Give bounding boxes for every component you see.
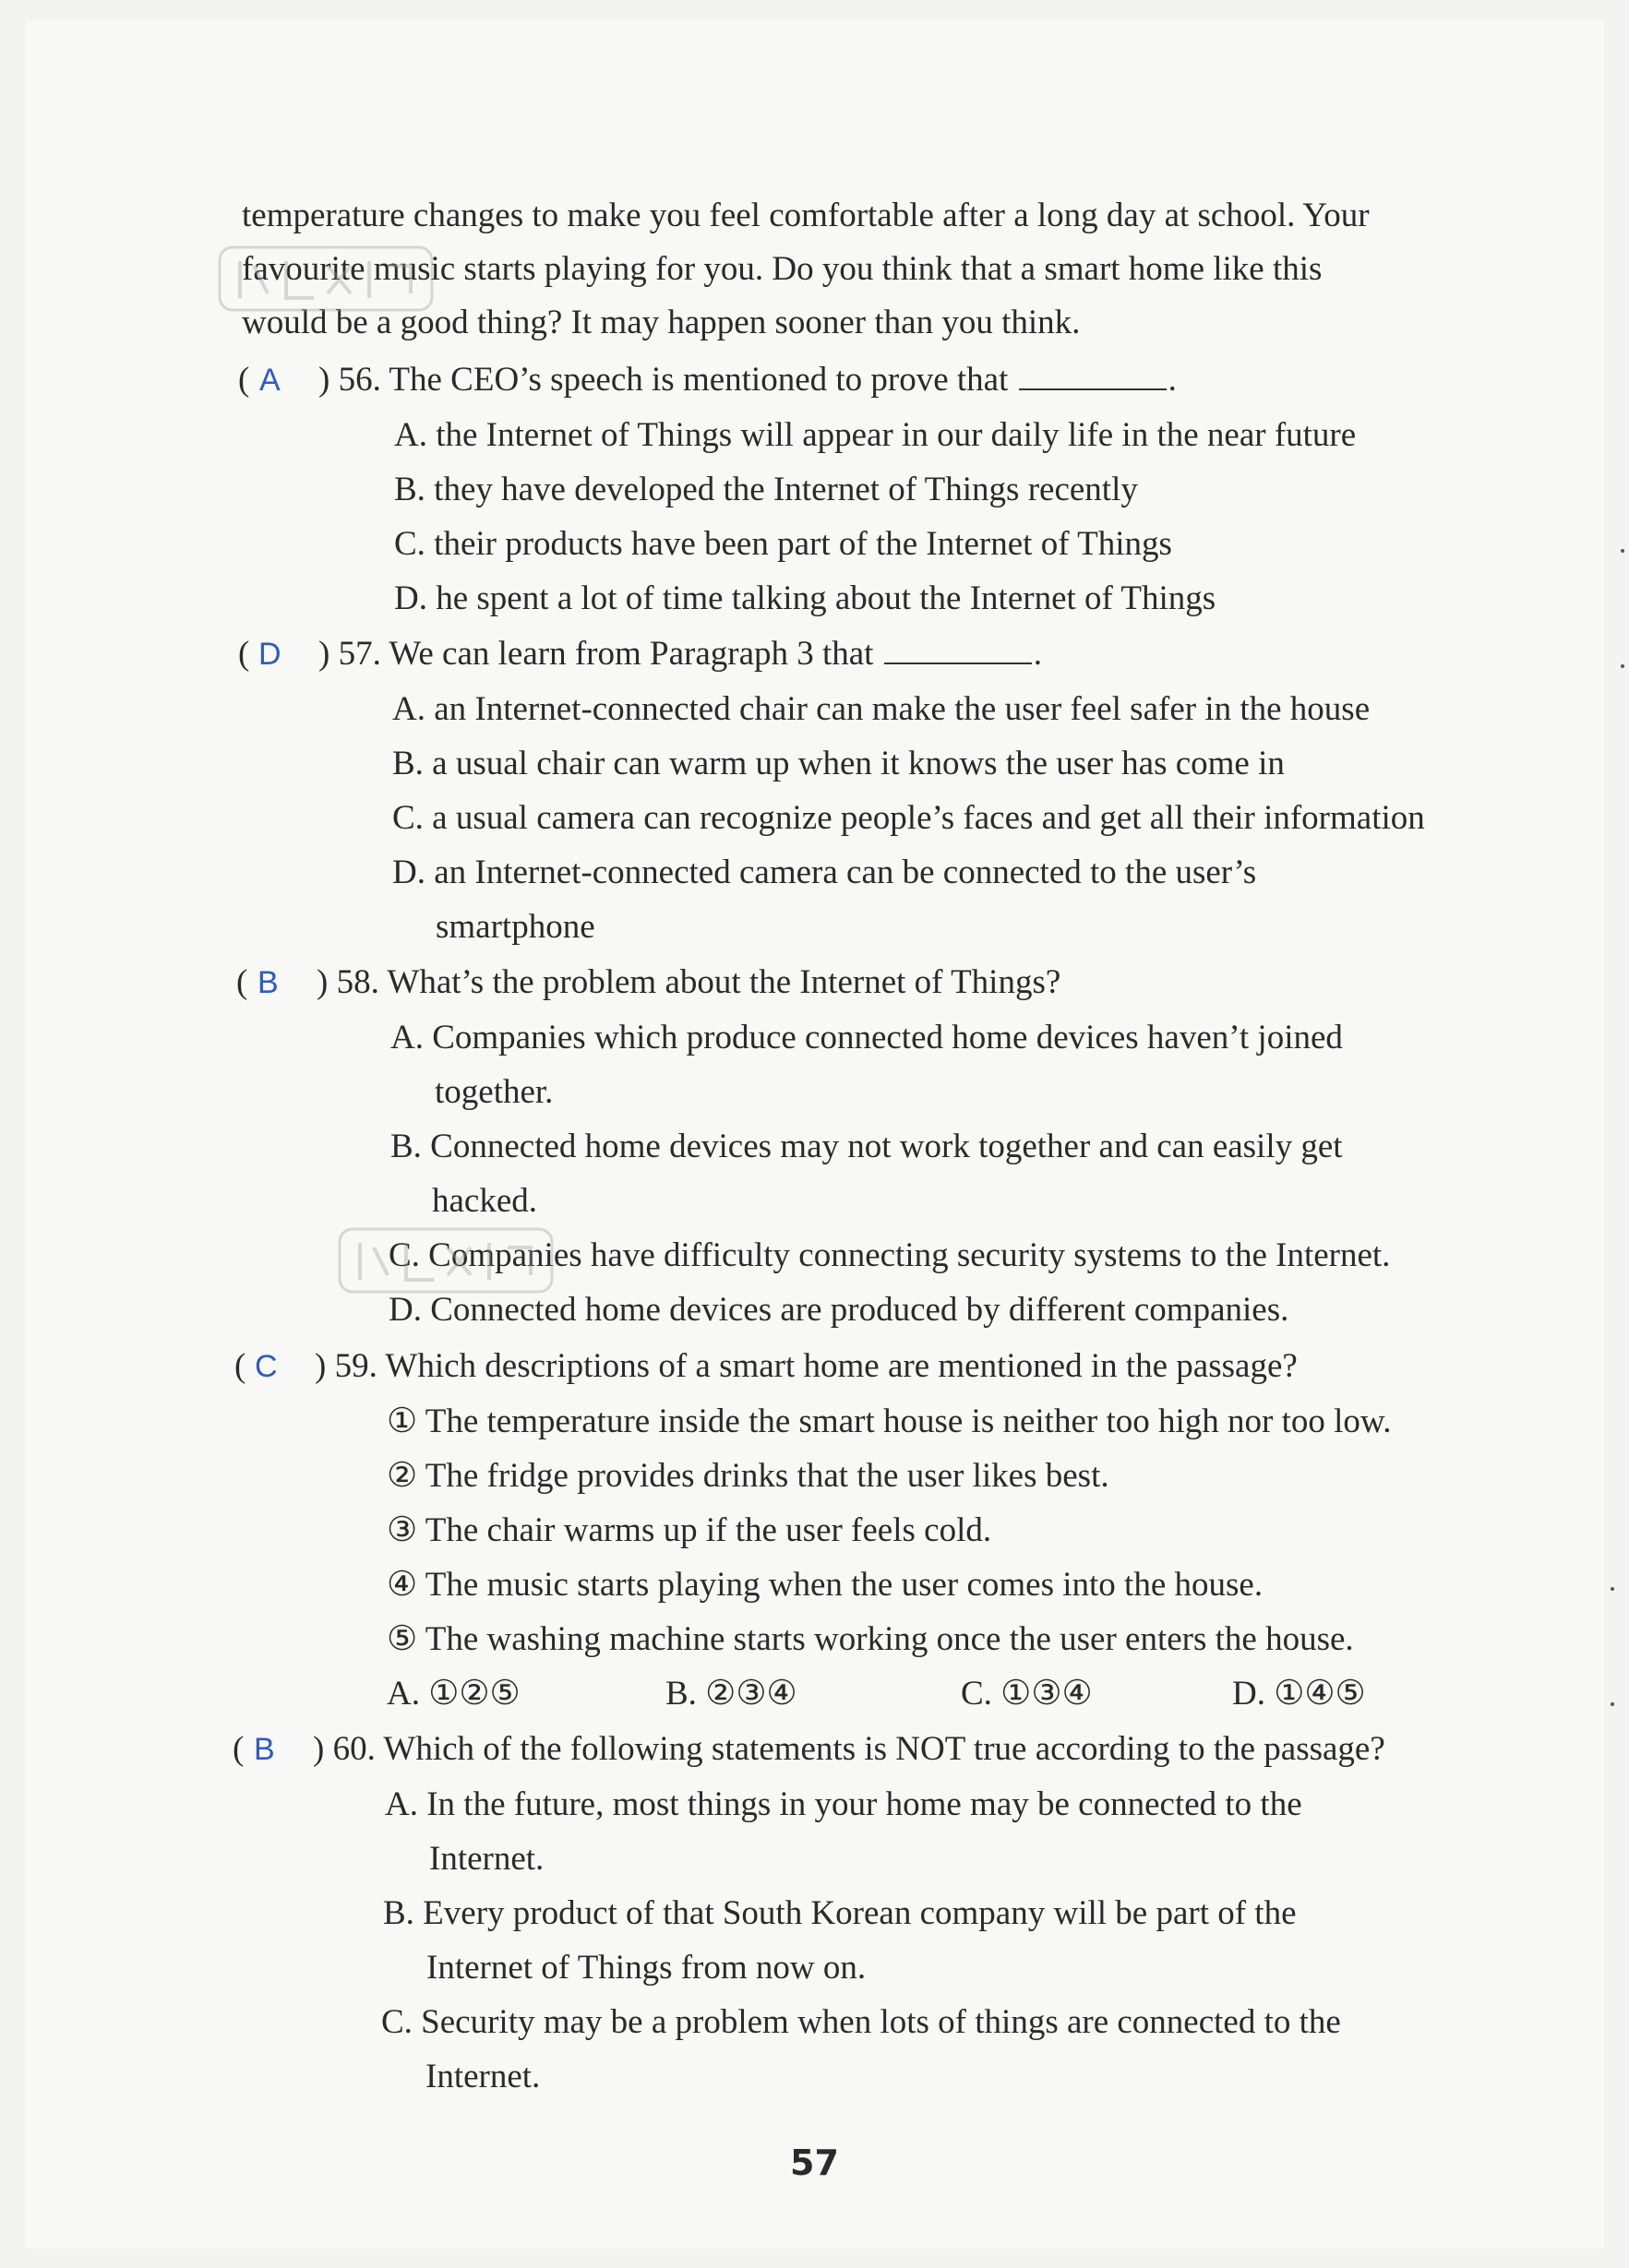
answer-blank <box>1019 361 1167 390</box>
option-56-c: C. their products have been part of the Internet of Things <box>394 525 1172 563</box>
answer-60: B <box>253 1732 275 1767</box>
statement-4: ④ The music starts playing when the user comes into the house. <box>387 1566 1264 1604</box>
answer-blank <box>884 635 1032 664</box>
choice-59-d: D. ①④⑤ <box>1232 1675 1366 1713</box>
option-60-a-cont: Internet. <box>429 1840 545 1878</box>
answer-bracket-58: ( B <box>236 962 288 1003</box>
passage-line: temperature changes to make you feel comfortable after a long day at school. Your <box>242 197 1370 234</box>
answer-59: C <box>255 1349 278 1384</box>
option-60-a: A. In the future, most things in your home may be connected to the <box>385 1785 1302 1823</box>
question-60: ) 60. Which of the following statements is NOT true according to the passage? <box>313 1730 1385 1768</box>
scan-speck <box>1621 664 1624 668</box>
option-60-c-cont: Internet. <box>425 2058 541 2095</box>
option-56-d: D. he spent a lot of time talking about the Internet of Things <box>394 579 1216 617</box>
choice-59-c: C. ①③④ <box>961 1675 1093 1713</box>
choice-59-a: A. ①②⑤ <box>387 1675 521 1713</box>
question-57-text: ) 57. We can learn from Paragraph 3 that <box>318 635 874 673</box>
question-57-suffix: . <box>1033 635 1042 673</box>
question-56 <box>318 360 1177 400</box>
question-58: ) 58. What’s the problem about the Internet of Things? <box>317 963 1061 1001</box>
option-60-b-cont: Internet of Things from now on. <box>426 1949 867 1987</box>
statement-2: ② The fridge provides drinks that the user likes best. <box>387 1457 1109 1495</box>
statement-3: ③ The chair warms up if the user feels cold. <box>387 1511 992 1549</box>
question-56-text: ) 56. The CEO’s speech is mentioned to prove that <box>318 361 1009 399</box>
watermark-stamp-icon <box>332 1220 563 1303</box>
question-59: ) 59. Which descriptions of a smart home are mentioned in the passage? <box>315 1347 1298 1385</box>
option-58-a-cont: together. <box>435 1073 554 1111</box>
watermark-stamp-icon <box>212 238 443 321</box>
option-57-a: A. an Internet-connected chair can make the user feel safer in the house <box>392 690 1371 728</box>
option-58-d: D. Connected home devices are produced by different companies. <box>389 1291 1289 1329</box>
answer-bracket-59: ( C <box>234 1346 286 1387</box>
option-58-b: B. Connected home devices may not work together and can easily get <box>390 1128 1343 1165</box>
option-60-b: B. Every product of that South Korean company will be part of the <box>383 1894 1297 1932</box>
option-58-a: A. Companies which produce connected home devices haven’t joined <box>390 1019 1343 1056</box>
statement-1: ① The temperature inside the smart house is neither too high nor too low. <box>387 1403 1392 1440</box>
page-number: 57 <box>790 2143 839 2183</box>
passage-line: favourite music starts playing for you. Do you think that a smart home like this <box>242 250 1323 288</box>
option-57-c: C. a usual camera can recognize people’s faces and get all their information <box>392 799 1425 837</box>
option-57-d: D. an Internet-connected camera can be connected to the user’s <box>392 853 1257 891</box>
answer-58: B <box>257 965 279 1000</box>
answer-bracket-60: ( B <box>233 1729 284 1770</box>
question-57 <box>318 634 1042 674</box>
passage-line: would be a good thing? It may happen sooner than you think. <box>242 304 1081 341</box>
option-57-d-cont: smartphone <box>436 908 595 946</box>
answer-bracket-57: ( D <box>238 634 290 674</box>
answer-bracket-56: ( A <box>238 360 290 400</box>
option-56-b: B. they have developed the Internet of Things recently <box>394 471 1138 508</box>
answer-57: D <box>258 637 281 672</box>
scan-speck <box>1611 1702 1614 1706</box>
option-58-b-cont: hacked. <box>432 1182 538 1220</box>
choice-59-b: B. ②③④ <box>665 1675 797 1713</box>
option-57-b: B. a usual chair can warm up when it knows the user has come in <box>392 745 1285 782</box>
answer-56: A <box>258 363 281 398</box>
option-58-c: C. Companies have difficulty connecting security systems to the Internet. <box>389 1236 1391 1274</box>
scan-speck <box>1621 549 1624 553</box>
question-56-suffix: . <box>1168 361 1177 399</box>
statement-5: ⑤ The washing machine starts working once the user enters the house. <box>387 1620 1354 1658</box>
scan-speck <box>1611 1587 1614 1591</box>
option-60-c: C. Security may be a problem when lots of things are connected to the <box>381 2003 1341 2041</box>
option-56-a: A. the Internet of Things will appear in our daily life in the near future <box>394 416 1357 454</box>
